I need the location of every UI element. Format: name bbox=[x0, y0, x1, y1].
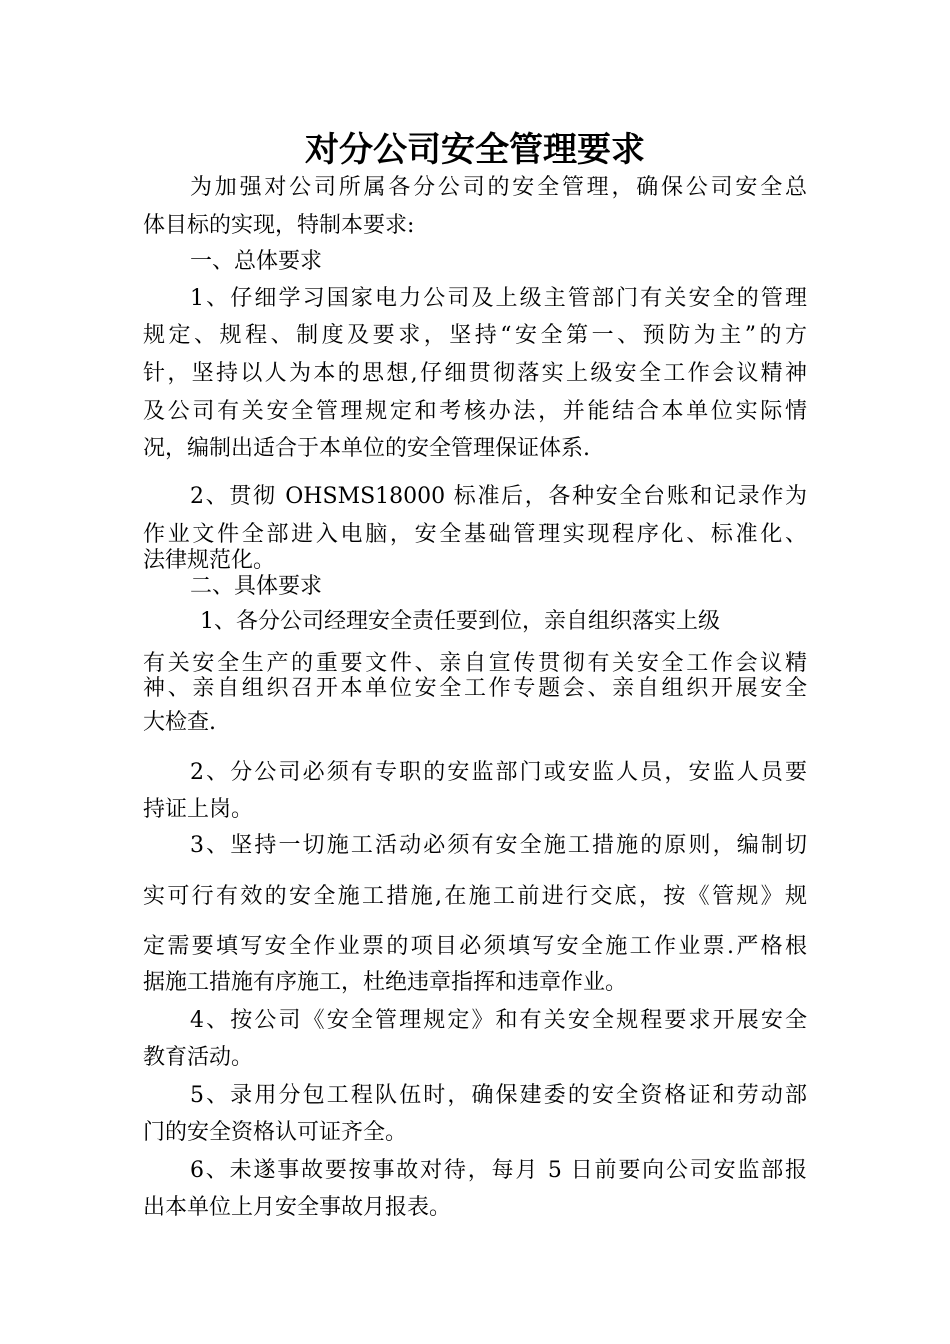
paragraph-line: 作业文件全部进入电脑，安全基础管理实现程序化、标准化、 bbox=[143, 522, 807, 547]
paragraph-line: 大检查. bbox=[143, 710, 216, 735]
section-heading: 一、总体要求 bbox=[190, 249, 323, 274]
paragraph-line: 1、仔细学习国家电力公司及上级主管部门有关安全的管理 bbox=[190, 286, 807, 311]
paragraph-line: 法律规范化。 bbox=[143, 548, 276, 573]
paragraph-line: 神、亲自组织召开本单位安全工作专题会、亲自组织开展安全 bbox=[143, 676, 807, 701]
paragraph-line: 据施工措施有序施工，杜绝违章指挥和违章作业。 bbox=[143, 970, 628, 995]
paragraph-line: 2、分公司必须有专职的安监部门或安监人员，安监人员要 bbox=[190, 760, 807, 785]
paragraph-line: 教育活动。 bbox=[143, 1045, 254, 1070]
paragraph-line: 针，坚持以人为本的思想,仔细贯彻落实上级安全工作会议精神 bbox=[143, 361, 807, 386]
paragraph-line: 3、坚持一切施工活动必须有安全施工措施的原则，编制切 bbox=[190, 833, 807, 858]
paragraph-line: 体目标的实现，特制本要求: bbox=[143, 213, 415, 238]
paragraph-line: 5、录用分包工程队伍时，确保建委的安全资格证和劳动部 bbox=[190, 1083, 807, 1108]
paragraph-line: 规定、规程、制度及要求，坚持“安全第一、预防为主”的方 bbox=[143, 323, 807, 348]
paragraph-line: 1、各分公司经理安全责任要到位，亲自组织落实上级 bbox=[200, 609, 720, 634]
paragraph-line: 定需要填写安全作业票的项目必须填写安全施工作业票.严格根 bbox=[143, 934, 807, 959]
document-title: 对分公司安全管理要求 bbox=[305, 130, 645, 170]
paragraph-line: 2、贯彻 OHSMS18000 标准后，各种安全台账和记录作为 bbox=[190, 484, 807, 509]
paragraph-line: 况，编制出适合于本单位的安全管理保证体系. bbox=[143, 436, 590, 461]
section-heading: 二、具体要求 bbox=[190, 574, 323, 599]
paragraph-line: 4、按公司《安全管理规定》和有关安全规程要求开展安全 bbox=[190, 1008, 807, 1033]
paragraph-line: 持证上岗。 bbox=[143, 797, 254, 822]
paragraph-line: 有关安全生产的重要文件、亲自宣传贯彻有关安全工作会议精 bbox=[143, 651, 807, 676]
paragraph-line: 门的安全资格认可证齐全。 bbox=[143, 1120, 408, 1145]
paragraph-line: 6、未遂事故要按事故对待，每月 5 日前要向公司安监部报 bbox=[190, 1158, 807, 1183]
paragraph-line: 出本单位上月安全事故月报表。 bbox=[143, 1195, 452, 1220]
paragraph-line: 实可行有效的安全施工措施,在施工前进行交底，按《管规》规 bbox=[143, 884, 807, 909]
paragraph-line: 及公司有关安全管理规定和考核办法，并能结合本单位实际情 bbox=[143, 399, 807, 424]
paragraph-line: 为加强对公司所属各分公司的安全管理，确保公司安全总 bbox=[190, 175, 807, 200]
